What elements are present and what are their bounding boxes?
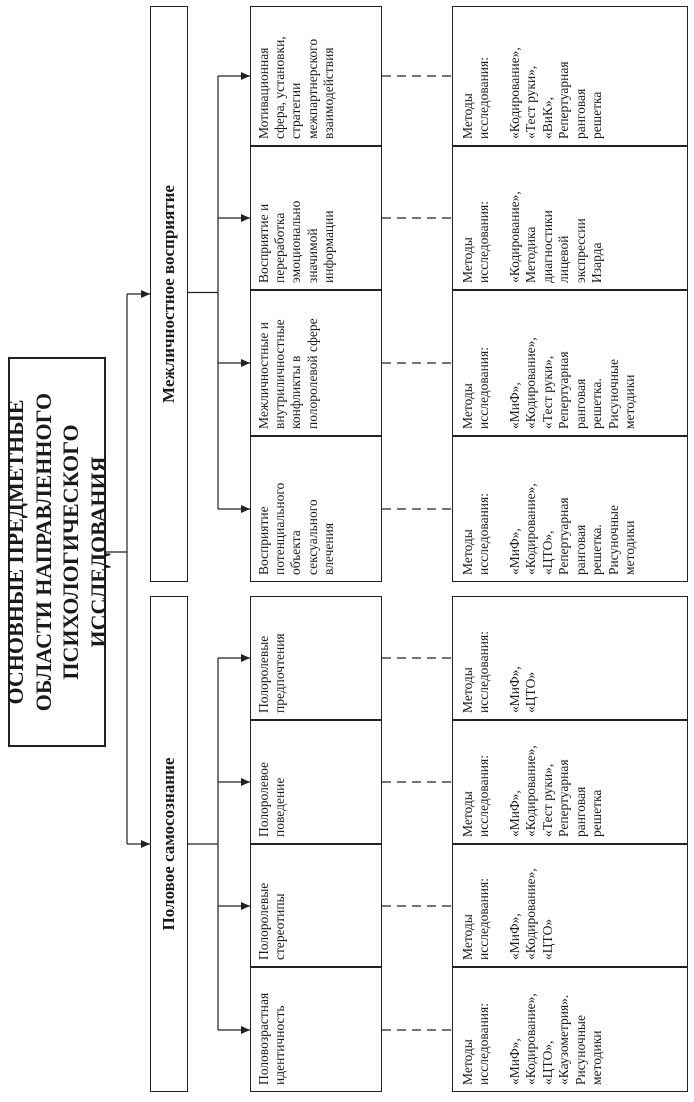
- area-label: Половозрастная идентичность: [256, 992, 288, 1085]
- area-label: Полоролевые предпочтения: [256, 633, 288, 713]
- area-label: Полоролевое поведение: [256, 761, 288, 837]
- arrow-head: [241, 778, 250, 786]
- area-box: [250, 967, 382, 1092]
- arrow-head: [141, 290, 150, 298]
- area-label: Полоролевые стереотипы: [256, 882, 288, 960]
- methods-box: [452, 436, 688, 582]
- arrow-head: [241, 902, 250, 910]
- methods-title: Методы исследования:: [460, 201, 492, 283]
- arrow-head: [141, 840, 150, 848]
- arrow-head: [241, 359, 250, 367]
- methods-list: «МиФ», «ЦТО»: [506, 666, 539, 713]
- category-sex-self-awareness: [150, 596, 188, 1092]
- methods-box: [452, 290, 688, 436]
- methods-box: [452, 967, 688, 1092]
- methods-title: Методы исследования:: [460, 347, 492, 429]
- methods-box: [452, 146, 688, 290]
- area-label: Межличностные и внутриличностные конфликты в полоролевой сфере: [256, 318, 320, 429]
- methods-list: «МиФ», «Кодирование», «Тест руки», Репертуарная ранговая решетка. Рисуночные методики: [506, 337, 638, 429]
- methods-title: Методы исследования:: [460, 878, 492, 960]
- methods-list: «МиФ», «Кодирование», «ЦТО»: [506, 868, 555, 960]
- methods-list: «Кодирование», Методика диагностики лицевой экспрессии Изарда: [506, 191, 605, 283]
- methods-title: Методы исследования:: [460, 57, 492, 139]
- methods-box: [452, 6, 688, 146]
- main-title: ОСНОВНЫЕ ПРЕДМЕТНЫЕ ОБЛАСТИ НАПРАВЛЕННОГО ПСИХОЛОГИЧЕСКОГО ИССЛЕДОВАНИЯ: [3, 392, 111, 712]
- area-label: Восприятие и переработка эмоционально значимой информации: [256, 200, 336, 283]
- category-label: Половое самосознание: [159, 757, 178, 931]
- methods-title: Методы исследования:: [460, 631, 492, 713]
- area-box: [250, 290, 382, 436]
- methods-box: [452, 720, 688, 844]
- area-label: Мотивационная сфера, установки, стратегии межпартнерского взаимодействия: [256, 36, 336, 139]
- main-title-box: [3, 357, 111, 747]
- methods-list: «Кодирование», «Тест руки», «ВиК», Репертуарная ранговая решетка: [506, 47, 605, 139]
- methods-box: [452, 596, 688, 720]
- methods-title: Методы исследования:: [460, 1003, 492, 1085]
- arrow-head: [241, 654, 250, 662]
- arrow-head: [241, 214, 250, 222]
- arrow-head: [241, 72, 250, 80]
- area-box: [250, 436, 382, 582]
- methods-list: «МиФ», «Кодирование», «ЦТО», Репертуарная ранговая решетка. Рисуночные методики: [506, 483, 638, 575]
- area-box: [250, 6, 382, 146]
- methods-box: [452, 844, 688, 967]
- area-label: Восприятие потенциального объекта сексуального влечения: [256, 482, 336, 575]
- methods-list: «МиФ», «Кодирование», «Тест руки», Репертуарная ранговая решетка: [506, 745, 605, 837]
- area-box: [250, 146, 382, 290]
- category-interpersonal-perception: [150, 6, 188, 582]
- area-box: [250, 844, 382, 967]
- area-box: [250, 720, 382, 844]
- methods-title: Методы исследования:: [460, 493, 492, 575]
- area-box: [250, 596, 382, 720]
- category-label: Межличностное восприятие: [159, 185, 178, 403]
- arrow-head: [241, 1026, 250, 1034]
- methods-list: «МиФ», «Кодирование», «ЦТО», «Каузометрия». Рисуночные методики: [506, 993, 605, 1085]
- methods-title: Методы исследования:: [460, 755, 492, 837]
- arrow-head: [241, 505, 250, 513]
